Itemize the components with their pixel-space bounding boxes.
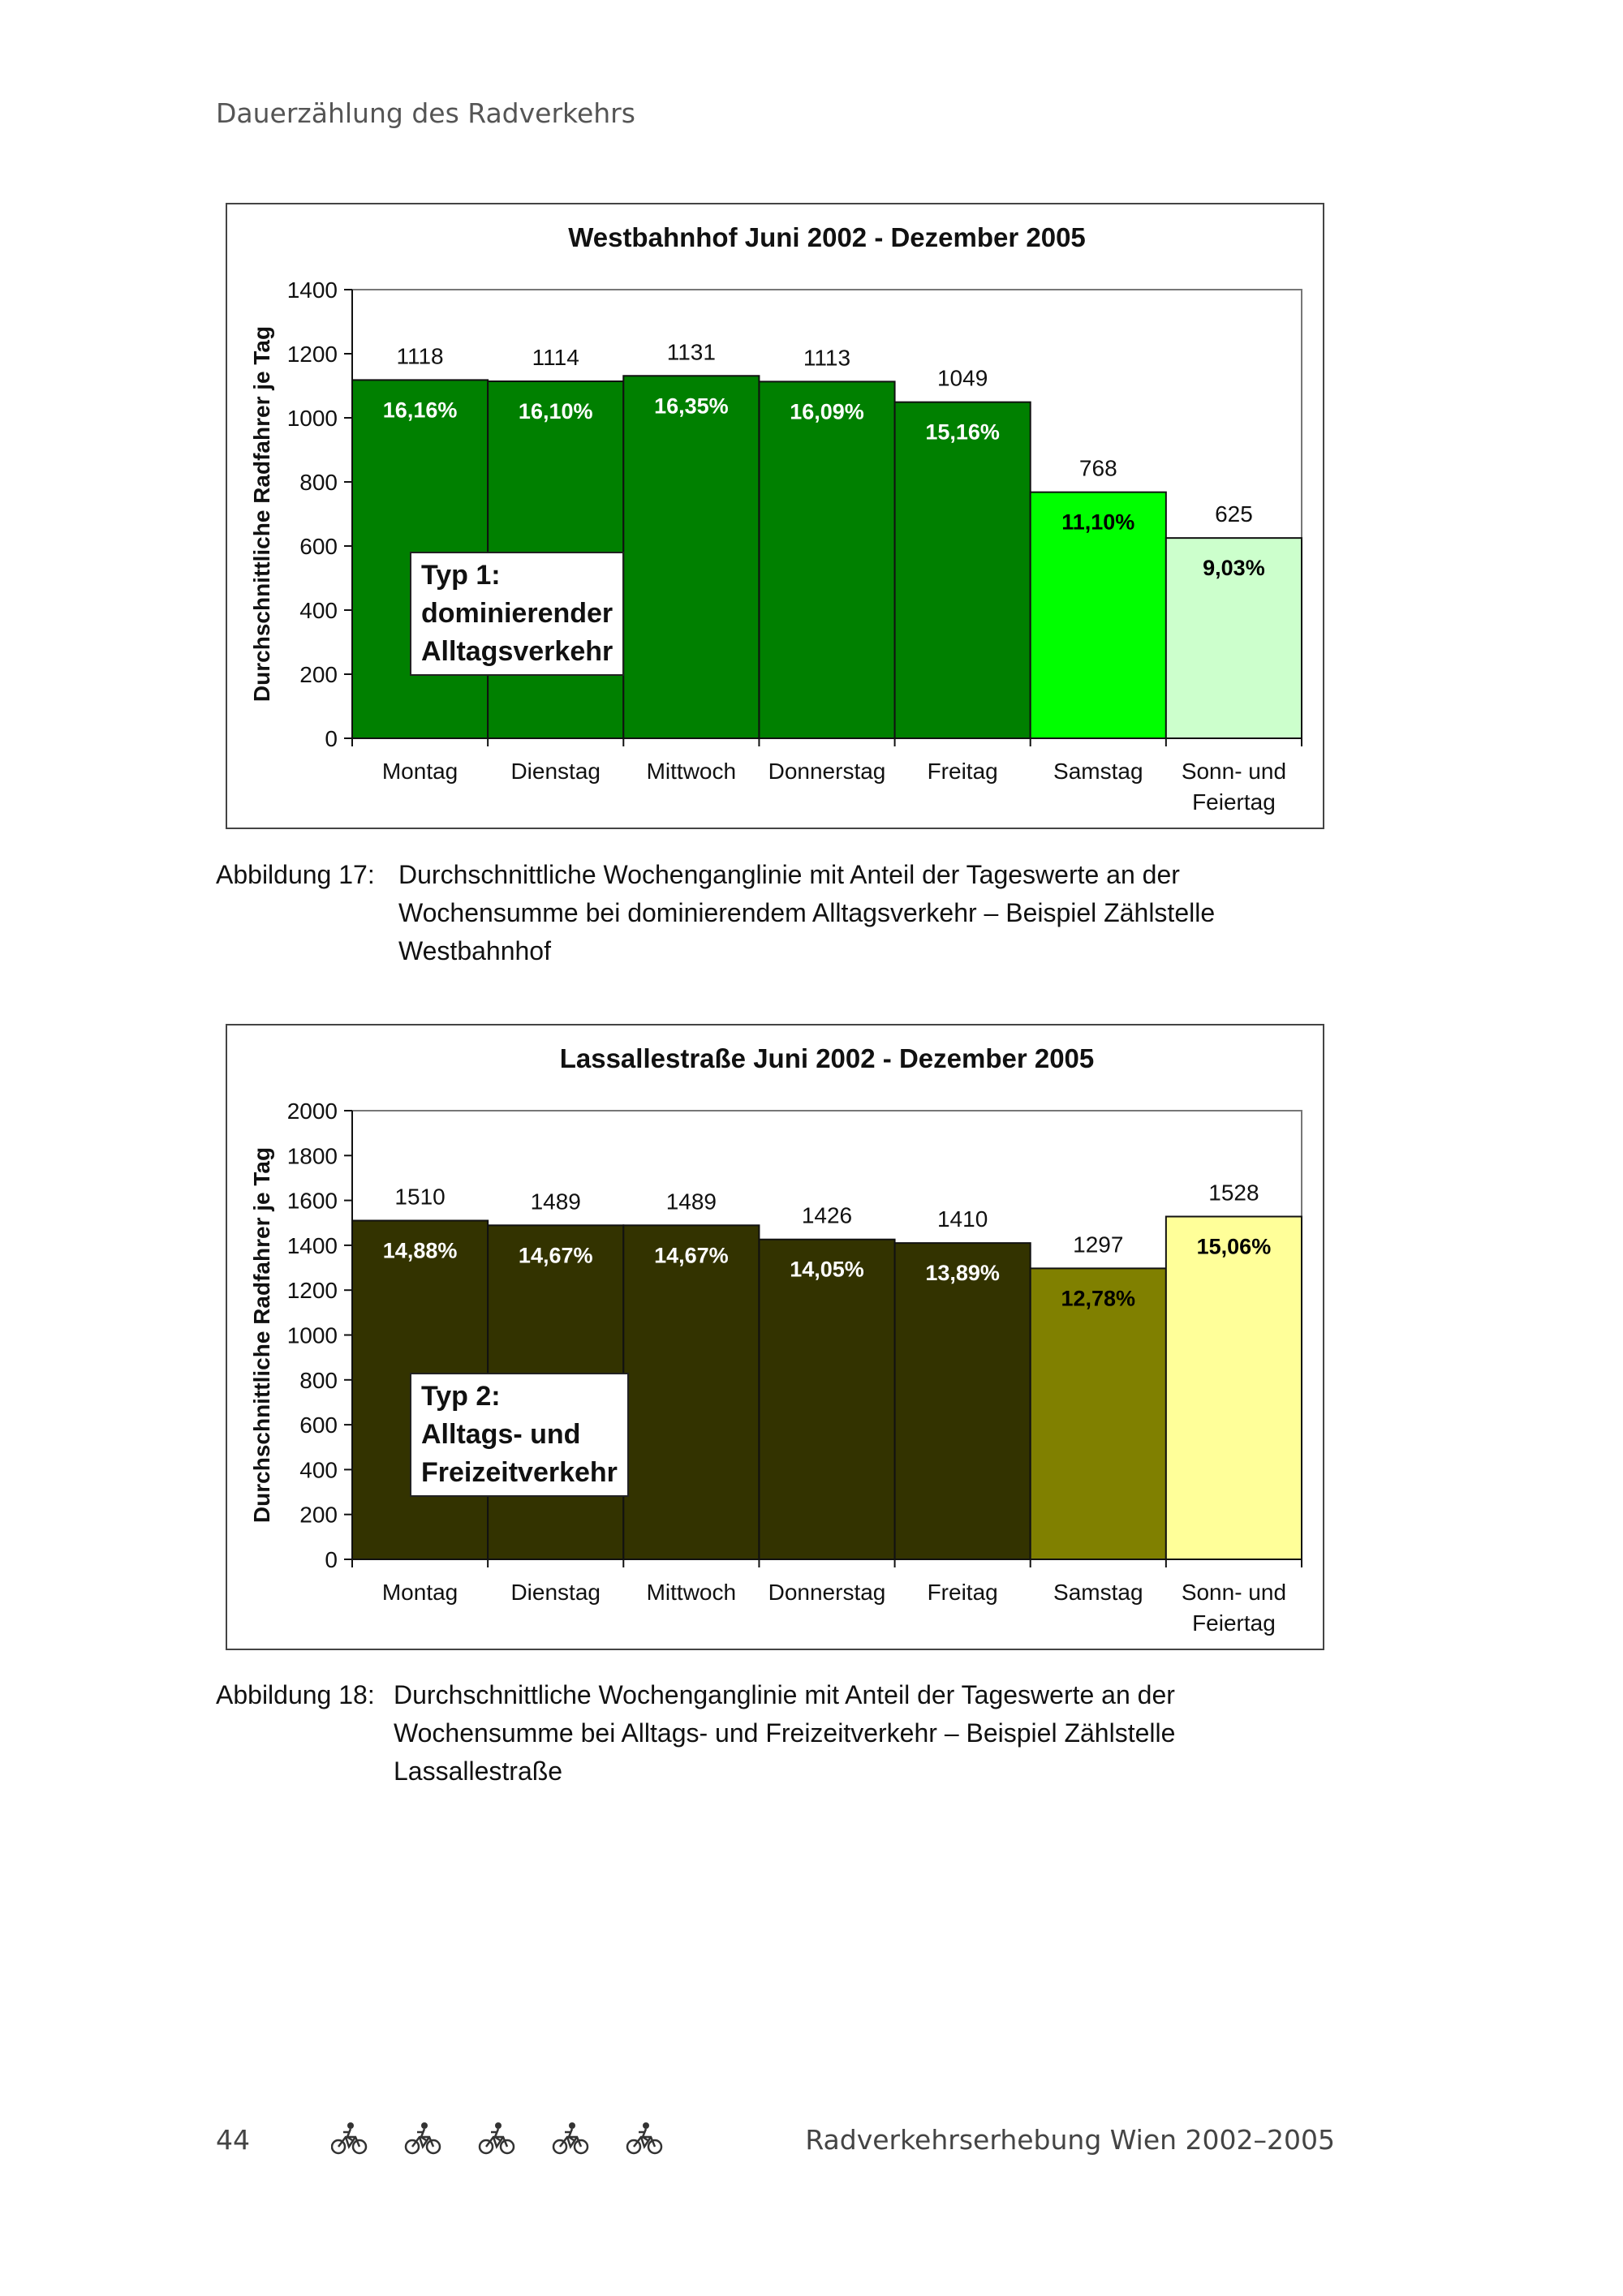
x-tick-label bbox=[382, 759, 458, 784]
x-tick-label bbox=[647, 1580, 736, 1605]
percent-label: 15,16% bbox=[925, 419, 1000, 445]
data-label: 768 bbox=[1078, 455, 1117, 481]
x-tick-label bbox=[1053, 1580, 1143, 1605]
annotation-line: Alltagsverkehr bbox=[421, 636, 613, 667]
y-tick-label: 1800 bbox=[286, 1143, 338, 1169]
y-tick-label: 0 bbox=[325, 726, 338, 751]
percent-label: 14,67% bbox=[654, 1243, 729, 1268]
y-tick-label: 800 bbox=[299, 470, 338, 495]
bicycle-icon bbox=[332, 2122, 366, 2153]
bicycle-icon bbox=[406, 2122, 440, 2153]
data-label: 1410 bbox=[936, 1206, 988, 1232]
x-tick-label bbox=[1053, 759, 1143, 784]
data-label: 1114 bbox=[532, 344, 579, 370]
x-tick-label bbox=[1182, 1580, 1286, 1636]
percent-label: 9,03% bbox=[1203, 556, 1265, 581]
x-tick-label-line: Dienstag bbox=[510, 1580, 601, 1605]
y-tick-label: 400 bbox=[299, 598, 338, 623]
bar bbox=[759, 1240, 894, 1559]
x-tick-label bbox=[510, 759, 601, 784]
chart-westbahnhof bbox=[226, 203, 1324, 829]
figure-caption bbox=[216, 1676, 1433, 1798]
bar bbox=[895, 402, 1031, 738]
annotation-line: dominierender bbox=[421, 598, 613, 629]
rider-body bbox=[643, 2129, 648, 2140]
data-label: 625 bbox=[1215, 501, 1253, 527]
x-tick-label bbox=[768, 1580, 886, 1605]
percent-label: 13,89% bbox=[925, 1261, 1000, 1286]
rider-body bbox=[569, 2129, 574, 2140]
x-tick-label-line: Montag bbox=[381, 759, 458, 784]
bicycle-icon bbox=[480, 2122, 514, 2153]
chart-lassallestrasse bbox=[226, 1024, 1324, 1650]
x-tick-label bbox=[510, 1580, 601, 1605]
x-tick-label-line: Sonn- und bbox=[1181, 759, 1287, 784]
rider-body bbox=[421, 2129, 426, 2140]
caption-text: Durchschnittliche Wochenganglinie mit Anteil der Tageswerte an der Wochensumme bei dominierendem Alltagsverkehr – Beispiel Zählstelle Westbahnhof bbox=[398, 860, 1216, 965]
percent-label: 14,05% bbox=[790, 1257, 864, 1282]
x-tick-label-line: Dienstag bbox=[510, 759, 601, 784]
page-number: 44 bbox=[216, 2124, 250, 2156]
x-tick-label-line: Montag bbox=[381, 1580, 458, 1605]
caption-label: Abbildung 17: bbox=[216, 860, 375, 889]
bar bbox=[759, 381, 894, 738]
percent-label: 16,09% bbox=[790, 399, 864, 424]
x-tick-label bbox=[928, 759, 998, 784]
rider-body bbox=[495, 2129, 500, 2140]
bar bbox=[623, 376, 759, 738]
figure-caption bbox=[216, 856, 1433, 978]
rider-head bbox=[569, 2122, 575, 2129]
y-tick-label: 1200 bbox=[286, 342, 338, 367]
percent-label: 12,78% bbox=[1061, 1286, 1136, 1311]
y-tick-label: 1400 bbox=[286, 277, 338, 303]
annotation-line: Freizeitverkehr bbox=[421, 1457, 618, 1488]
x-tick-label-line: Samstag bbox=[1053, 759, 1143, 784]
rider-head bbox=[643, 2122, 649, 2129]
y-tick-label: 200 bbox=[299, 662, 338, 687]
chart-title: Westbahnhof Juni 2002 - Dezember 2005 bbox=[568, 222, 1086, 252]
data-label: 1489 bbox=[665, 1189, 717, 1215]
data-label: 1118 bbox=[396, 343, 444, 369]
y-tick-label: 400 bbox=[299, 1457, 338, 1483]
caption-label: Abbildung 18: bbox=[216, 1680, 375, 1709]
x-tick-label-line: Sonn- und bbox=[1181, 1580, 1287, 1605]
bar bbox=[895, 1243, 1031, 1559]
x-tick-label bbox=[382, 1580, 458, 1605]
x-tick-label-line: Mittwoch bbox=[646, 1580, 737, 1605]
chart-title: Lassallestraße Juni 2002 - Dezember 2005 bbox=[559, 1043, 1095, 1073]
rider-head bbox=[421, 2122, 428, 2129]
data-label: 1528 bbox=[1208, 1180, 1259, 1206]
percent-label: 16,10% bbox=[518, 398, 593, 424]
data-label: 1131 bbox=[666, 339, 716, 365]
x-tick-label bbox=[1182, 759, 1286, 815]
bar bbox=[623, 1225, 759, 1559]
x-tick-label-line: Samstag bbox=[1053, 1580, 1143, 1605]
annotation-line: Typ 1: bbox=[421, 560, 501, 591]
data-label: 1510 bbox=[394, 1184, 446, 1210]
data-label: 1297 bbox=[1073, 1232, 1124, 1258]
x-tick-label bbox=[647, 759, 736, 784]
type-annotation-box bbox=[410, 552, 624, 676]
rider-head bbox=[495, 2122, 502, 2129]
x-tick-label-line: Mittwoch bbox=[646, 759, 737, 784]
x-tick-label-line: Freitag bbox=[927, 1580, 998, 1605]
footer-icon-row bbox=[331, 2118, 688, 2158]
y-axis-title: Durchschnittliche Radfahrer je Tag bbox=[249, 325, 274, 703]
x-tick-label-line: Feiertag bbox=[1192, 1610, 1276, 1636]
percent-label: 14,88% bbox=[382, 1238, 458, 1263]
rider-body bbox=[347, 2129, 352, 2140]
type-annotation-box bbox=[410, 1373, 629, 1497]
percent-label: 16,35% bbox=[654, 393, 729, 419]
percent-label: 14,67% bbox=[518, 1243, 593, 1268]
x-tick-label bbox=[768, 759, 886, 784]
y-tick-label: 2000 bbox=[286, 1099, 338, 1124]
data-label: 1426 bbox=[801, 1202, 853, 1228]
bar bbox=[1031, 1268, 1166, 1559]
x-tick-label-line: Freitag bbox=[927, 759, 998, 784]
data-label: 1489 bbox=[530, 1189, 581, 1215]
chart-westbahnhof-svg bbox=[227, 204, 1323, 828]
y-tick-label: 800 bbox=[299, 1367, 338, 1393]
y-tick-label: 600 bbox=[299, 1412, 338, 1438]
annotation-line: Alltags- und bbox=[421, 1419, 581, 1450]
bicycle-icon bbox=[627, 2122, 661, 2153]
y-axis-title: Durchschnittliche Radfahrer je Tag bbox=[249, 1146, 274, 1524]
footer-title: Radverkehrserhebung Wien 2002–2005 bbox=[805, 2124, 1335, 2156]
x-tick-label bbox=[928, 1580, 998, 1605]
page-header: Dauerzählung des Radverkehrs bbox=[216, 97, 635, 129]
bar bbox=[1166, 1217, 1302, 1559]
y-tick-label: 1000 bbox=[286, 1322, 338, 1348]
x-tick-label-line: Donnerstag bbox=[768, 1580, 886, 1605]
data-label: 1049 bbox=[936, 365, 988, 391]
annotation-line: Typ 2: bbox=[421, 1381, 501, 1412]
y-tick-label: 0 bbox=[325, 1547, 338, 1572]
x-tick-label-line: Donnerstag bbox=[768, 759, 886, 784]
y-tick-label: 1400 bbox=[286, 1232, 338, 1258]
rider-head bbox=[347, 2122, 354, 2129]
bicycle-icon bbox=[553, 2122, 588, 2153]
percent-label: 11,10% bbox=[1061, 510, 1135, 535]
percent-label: 15,06% bbox=[1196, 1234, 1272, 1259]
chart-lassallestrasse-svg bbox=[227, 1025, 1323, 1649]
y-tick-label: 1000 bbox=[286, 406, 338, 431]
percent-label: 16,16% bbox=[382, 398, 458, 423]
y-tick-label: 1200 bbox=[286, 1278, 338, 1304]
y-tick-label: 200 bbox=[299, 1502, 338, 1528]
caption-text: Durchschnittliche Wochenganglinie mit Anteil der Tageswerte an der Wochensumme bei Alltags- und Freizeitverkehr – Beispiel Zählstelle Lassallestraße bbox=[394, 1680, 1176, 1786]
data-label: 1113 bbox=[803, 345, 851, 371]
x-tick-label-line: Feiertag bbox=[1192, 789, 1276, 815]
y-tick-label: 1600 bbox=[286, 1188, 338, 1214]
y-tick-label: 600 bbox=[299, 534, 338, 559]
